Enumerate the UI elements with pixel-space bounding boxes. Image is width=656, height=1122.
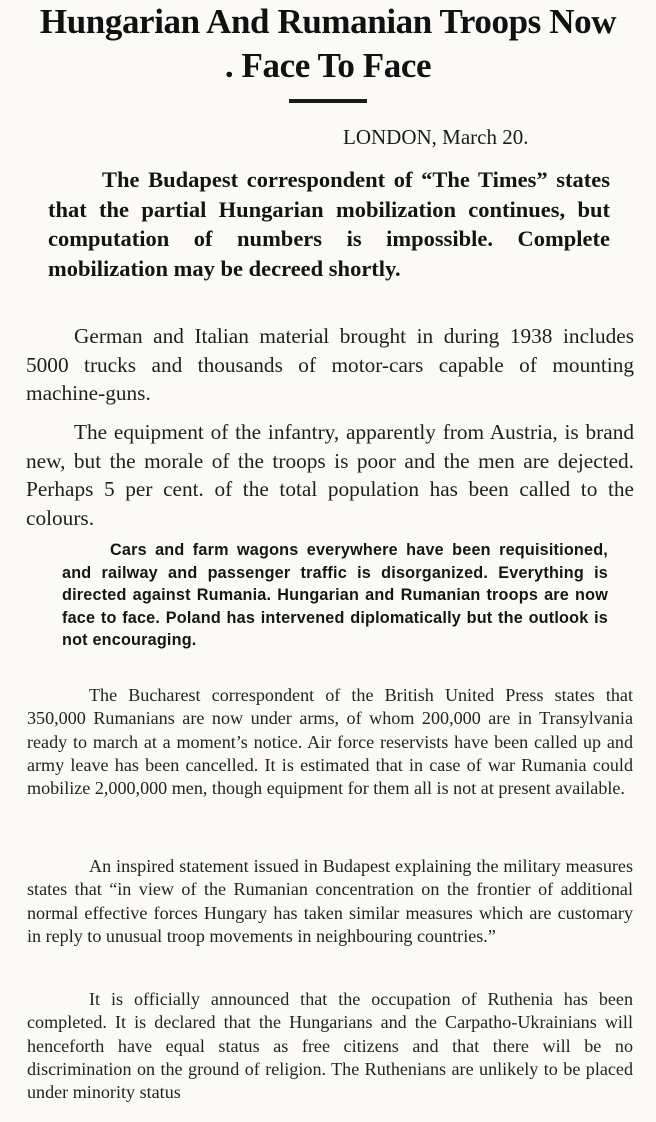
headline-divider — [289, 99, 367, 103]
paragraph-1: German and Italian material brought in during 1938 includes 5000 trucks and thousands of motor-cars capable of mounting machine-guns. — [26, 324, 634, 405]
bold-paragraph: Cars and farm wagons everywhere have been requisitioned, and railway and passenger traffic is disorganized. Everything is directed against Rumania. Hungarian and Rumanian troops are now face to face. Poland has intervened diplomatically but the outlook is not encouraging. — [62, 541, 608, 649]
lead-paragraph: The Budapest correspondent of “The Times” states that the partial Hungarian mobilization continues, but computation of numbers is impossible. Complete mobilization may be decreed shortly. — [48, 167, 610, 281]
dateline: LONDON, March 20. — [343, 125, 529, 149]
paragraph-3: The Bucharest correspondent of the British United Press states that 350,000 Rumanians are now under arms, of whom 200,000 are in Transylvania ready to march at a moment’s notice. Air force reservists have been called up and army leave has been cancelled. It is estimated that in case of war Rumania could mobilize 2,000,000 men, though equipment for them all is not at present available. — [27, 685, 633, 799]
paragraph-4: An inspired statement issued in Budapest explaining the military measures states that “in view of the Rumanian concentration on the frontier of additional normal effective forces Hungary has taken similar measures which are customary in reply to unusual troop movements in neighbouring countries.” — [27, 856, 633, 946]
headline-line-1: Hungarian And Rumanian Troops Now — [39, 2, 617, 41]
headline-line-2: . Face To Face — [224, 46, 432, 85]
headline — [0, 0, 656, 88]
paragraph-2: The equipment of the infantry, apparently from Austria, is brand new, but the morale of the troops is poor and the men are dejected. Perhaps 5 per cent. of the total population has been called to the colours. — [26, 420, 634, 530]
paragraph-5: It is officially announced that the occupation of Ruthenia has been completed. It is declared that the Hungarians and the Carpatho-Ukrainians will henceforth have equal status as free citizens and that there will be no discrimination on the ground of religion. The Ruthenians are unlikely to be placed under minority status — [27, 989, 633, 1103]
